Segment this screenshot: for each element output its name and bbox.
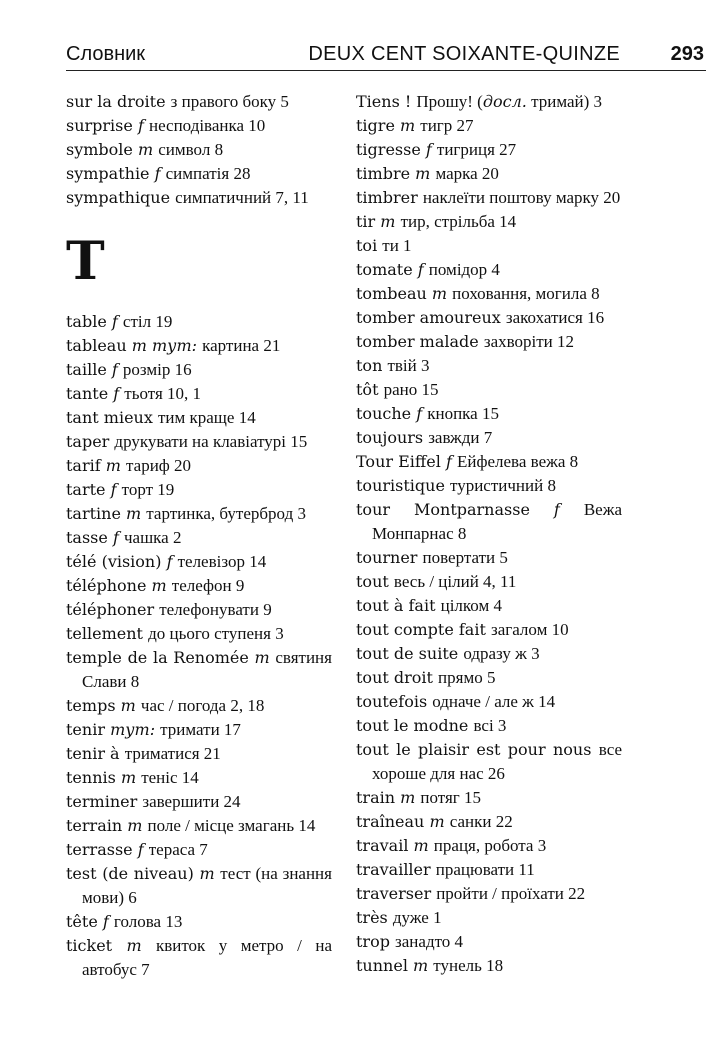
- headword: timbre: [356, 164, 411, 183]
- translation: тераса 7: [148, 840, 208, 859]
- grammar-label: f: [112, 528, 119, 547]
- headword: toutefois: [356, 692, 428, 711]
- dictionary-entry: [356, 426, 622, 450]
- translation: тримати 17: [160, 720, 241, 739]
- headword: tarte: [66, 480, 106, 499]
- dictionary-entry: [66, 406, 332, 430]
- headword: timbrer: [356, 188, 418, 207]
- running-title: DEUX CENT SOIXANTE-QUINZE: [308, 43, 620, 65]
- translation: тигр 27: [420, 116, 474, 135]
- headword: tout droit: [356, 668, 433, 687]
- dictionary-entry: [356, 402, 622, 426]
- headword: tir: [356, 212, 376, 231]
- headword: tenir à: [66, 744, 120, 763]
- grammar-label: f: [137, 116, 144, 135]
- translation: голова 13: [113, 912, 183, 931]
- dictionary-entry: [66, 934, 332, 982]
- entry-list-s: [66, 90, 332, 210]
- grammar-label: f: [113, 384, 120, 403]
- translation: картина 21: [202, 336, 281, 355]
- translation: симпатичний 7, 11: [175, 188, 309, 207]
- headword: tout de suite: [356, 644, 459, 663]
- dictionary-entry: [66, 310, 332, 334]
- dictionary-entry: [356, 234, 622, 258]
- translation: до цього ступеня 3: [148, 624, 284, 643]
- grammar-label: m: [431, 284, 448, 303]
- headword: travailler: [356, 860, 431, 879]
- grammar-label: f: [154, 164, 161, 183]
- dictionary-entry: [66, 838, 332, 862]
- dictionary-entry: [356, 162, 622, 186]
- headword: tête: [66, 912, 98, 931]
- dictionary-entry: [66, 382, 332, 406]
- dictionary-entry: [356, 258, 622, 282]
- translation: поле / місце змагань 14: [147, 816, 316, 835]
- translation: загалом 10: [490, 620, 569, 639]
- translation: триматися 21: [124, 744, 221, 763]
- translation: твій 3: [387, 356, 430, 375]
- dictionary-entry: [356, 474, 622, 498]
- dictionary-entry: [66, 526, 332, 550]
- grammar-label: f: [416, 404, 423, 423]
- translation: марка 20: [435, 164, 499, 183]
- grammar-label: m: [400, 788, 416, 807]
- headword: tomber malade: [356, 332, 479, 351]
- dictionary-entry: [66, 862, 332, 910]
- grammar-label: m: [126, 936, 142, 955]
- grammar-label: f: [166, 552, 173, 571]
- headword: tartine: [66, 504, 121, 523]
- headword: tout le modne: [356, 716, 469, 735]
- grammar-label: m: [429, 812, 445, 831]
- dictionary-entry: [356, 666, 622, 690]
- entry-list-t-right: [356, 90, 622, 978]
- grammar-label: f: [137, 840, 144, 859]
- translation: завжди 7: [428, 428, 493, 447]
- grammar-label: m: [120, 696, 136, 715]
- dictionary-entry: [356, 378, 622, 402]
- headword: table: [66, 312, 107, 331]
- translation: тартинка, бутерброд 3: [146, 504, 306, 523]
- dictionary-entry: [356, 618, 622, 642]
- translation: прямо 5: [438, 668, 496, 687]
- headword: terrain: [66, 816, 123, 835]
- grammar-label: m: [151, 576, 167, 595]
- translation: симпатія 28: [165, 164, 251, 183]
- dictionary-entry: [356, 594, 622, 618]
- translation: теніс 14: [141, 768, 199, 787]
- translation: телефонувати 9: [159, 600, 272, 619]
- translation: несподіванка 10: [148, 116, 266, 135]
- headword: tarif: [66, 456, 101, 475]
- translation: занадто 4: [395, 932, 464, 951]
- dictionary-entry: [356, 906, 622, 930]
- headword: symbole: [66, 140, 133, 159]
- headword: taille: [66, 360, 107, 379]
- right-column: [356, 90, 622, 978]
- grammar-label: f: [553, 500, 560, 519]
- translation: завершити 24: [142, 792, 241, 811]
- translation: туристичний 8: [450, 476, 556, 495]
- dictionary-entry: [66, 186, 332, 210]
- headword: Tour Eiffel: [356, 452, 441, 471]
- translation: тим краще 14: [157, 408, 256, 427]
- headword: très: [356, 908, 388, 927]
- headword: tennis: [66, 768, 116, 787]
- headword: téléphoner: [66, 600, 155, 619]
- dictionary-entry: [356, 786, 622, 810]
- headword: Tiens !: [356, 92, 412, 111]
- headword: tour Montparnasse: [356, 500, 530, 519]
- dictionary-entry: [356, 858, 622, 882]
- headword: tourner: [356, 548, 418, 567]
- page-number: 293: [670, 43, 704, 65]
- dictionary-entry: [356, 546, 622, 570]
- translation: поховання, могила 8: [452, 284, 600, 303]
- dictionary-entry: [66, 646, 332, 694]
- translation: стіл 19: [122, 312, 173, 331]
- dictionary-entry: [356, 690, 622, 714]
- dictionary-entry: [356, 738, 622, 786]
- headword: test (de niveau): [66, 864, 194, 883]
- headword: tout: [356, 572, 389, 591]
- dictionary-entry: [356, 186, 622, 210]
- dictionary-entry: [356, 714, 622, 738]
- dictionary-entry: [66, 718, 332, 742]
- headword: ton: [356, 356, 383, 375]
- headword: tigresse: [356, 140, 421, 159]
- dictionary-entry: [66, 430, 332, 454]
- translation: санки 22: [449, 812, 513, 831]
- translation: потяг 15: [420, 788, 482, 807]
- translation: дуже 1: [392, 908, 442, 927]
- grammar-label: f: [111, 312, 118, 331]
- dictionary-entry: [66, 910, 332, 934]
- grammar-label: m: [199, 864, 215, 883]
- translation: торт 19: [121, 480, 175, 499]
- translation: пройти / проїхати 22: [436, 884, 586, 903]
- translation: цілком 4: [440, 596, 502, 615]
- headword: ticket: [66, 936, 113, 955]
- headword: travail: [356, 836, 409, 855]
- grammar-label: m: [137, 140, 154, 159]
- headword: tenir: [66, 720, 105, 739]
- dictionary-entry: [356, 930, 622, 954]
- dictionary-entry: [66, 454, 332, 478]
- headword: tomate: [356, 260, 413, 279]
- dictionary-entry: [66, 138, 332, 162]
- dictionary-entry: [66, 742, 332, 766]
- translation: тест (на знання мови) 6: [82, 864, 332, 907]
- translation: ти 1: [382, 236, 412, 255]
- dictionary-entry: [356, 498, 622, 546]
- headword: tasse: [66, 528, 108, 547]
- translation: з правого боку 5: [170, 92, 289, 111]
- translation: тигриця 27: [436, 140, 517, 159]
- translation: тримай) 3: [526, 92, 603, 111]
- translation: тариф 20: [126, 456, 192, 475]
- dictionary-entry: [66, 766, 332, 790]
- grammar-label: f: [425, 140, 432, 159]
- translation: телефон 9: [171, 576, 245, 595]
- translation: закохатися 16: [505, 308, 605, 327]
- headword: téléphone: [66, 576, 147, 595]
- headword: touristique: [356, 476, 445, 495]
- section-title: Словник: [66, 43, 146, 65]
- grammar-label: m: [254, 648, 270, 667]
- translation: час / погода 2, 18: [140, 696, 265, 715]
- headword: terminer: [66, 792, 138, 811]
- grammar-label: m: [415, 164, 431, 183]
- translation: розмір 16: [122, 360, 192, 379]
- dictionary-entry: [66, 502, 332, 526]
- dictionary-entry: [356, 90, 622, 114]
- grammar-label: m: [127, 816, 143, 835]
- headword: tôt: [356, 380, 379, 399]
- translation: всі 3: [473, 716, 507, 735]
- dictionary-entry: [356, 642, 622, 666]
- translation: Прошу! (: [416, 92, 483, 111]
- dictionary-entry: [66, 162, 332, 186]
- grammar-label: f: [110, 480, 117, 499]
- translation: все хороше для нас 26: [372, 740, 622, 783]
- grammar-label: f: [102, 912, 109, 931]
- left-column: [66, 90, 332, 982]
- dictionary-entry: [356, 282, 622, 306]
- translation: рано 15: [383, 380, 439, 399]
- translation: наклеїти поштову марку 20: [422, 188, 621, 207]
- headword: tellement: [66, 624, 143, 643]
- translation: захворіти 12: [483, 332, 575, 351]
- grammar-label: f: [111, 360, 118, 379]
- dictionary-entry: [66, 114, 332, 138]
- headword: train: [356, 788, 396, 807]
- headword: trop: [356, 932, 390, 951]
- translation: святиня Слави 8: [82, 648, 332, 691]
- headword: temple de la Renomée: [66, 648, 249, 667]
- dictionary-entry: [356, 450, 622, 474]
- dictionary-entry: [356, 210, 622, 234]
- grammar-label: f: [445, 452, 452, 471]
- translation: працювати 11: [435, 860, 535, 879]
- headword: tante: [66, 384, 109, 403]
- headword: tunnel: [356, 956, 408, 975]
- dictionary-entry: [356, 114, 622, 138]
- translation: Вежа Монпарнас 8: [372, 500, 622, 543]
- headword: tout compte fait: [356, 620, 486, 639]
- headword: traîneau: [356, 812, 425, 831]
- grammar-label: досл.: [482, 92, 527, 111]
- dictionary-entry: [66, 622, 332, 646]
- translation: одначе / але ж 14: [432, 692, 556, 711]
- headword: tant mieux: [66, 408, 153, 427]
- translation: повертати 5: [422, 548, 508, 567]
- dictionary-entry: [66, 598, 332, 622]
- grammar-label: m: [380, 212, 396, 231]
- dictionary-entry: [356, 570, 622, 594]
- headword: télé (vision): [66, 552, 162, 571]
- headword: toujours: [356, 428, 424, 447]
- translation: телевізор 14: [177, 552, 267, 571]
- headword: tableau: [66, 336, 127, 355]
- dictionary-entry: [66, 694, 332, 718]
- headword: tomber amoureux: [356, 308, 501, 327]
- dictionary-entry: [66, 478, 332, 502]
- grammar-label: тут:: [110, 720, 156, 739]
- headword: tout le plaisir est pour nous: [356, 740, 592, 759]
- grammar-label: m: [120, 768, 137, 787]
- page-header: [66, 40, 706, 71]
- translation: квиток у метро / на автобус 7: [82, 936, 333, 979]
- dictionary-entry: [66, 790, 332, 814]
- headword: traverser: [356, 884, 432, 903]
- dictionary-entry: [356, 138, 622, 162]
- translation: кнопка 15: [427, 404, 499, 423]
- translation: одразу ж 3: [463, 644, 540, 663]
- translation: весь / цілий 4, 11: [393, 572, 517, 591]
- dictionary-entry: [356, 834, 622, 858]
- grammar-label: m: [126, 504, 142, 523]
- grammar-label: m: [413, 956, 429, 975]
- headword: toi: [356, 236, 378, 255]
- dictionary-entry: [66, 334, 332, 358]
- entry-list-t-left: [66, 310, 332, 982]
- translation: праця, робота 3: [433, 836, 547, 855]
- headword: sympathique: [66, 188, 171, 207]
- headword: touche: [356, 404, 412, 423]
- dictionary-entry: [356, 330, 622, 354]
- headword: tombeau: [356, 284, 427, 303]
- translation: тир, стрільба 14: [400, 212, 517, 231]
- section-letter: T: [66, 231, 105, 292]
- translation: Ейфелева вежа 8: [456, 452, 579, 471]
- dictionary-entry: [356, 810, 622, 834]
- dictionary-entry: [356, 354, 622, 378]
- translation: друкувати на клавіатурі 15: [114, 432, 308, 451]
- headword: terrasse: [66, 840, 133, 859]
- headword: tigre: [356, 116, 395, 135]
- dictionary-entry: [356, 306, 622, 330]
- dictionary-entry: [66, 358, 332, 382]
- headword: tout à fait: [356, 596, 436, 615]
- grammar-label: m: [400, 116, 416, 135]
- dictionary-entry: [66, 814, 332, 838]
- dictionary-entry: [66, 574, 332, 598]
- headword: temps: [66, 696, 116, 715]
- dictionary-entry: [66, 550, 332, 574]
- translation: символ 8: [158, 140, 224, 159]
- translation: тунель 18: [433, 956, 504, 975]
- headword: sympathie: [66, 164, 150, 183]
- translation: чашка 2: [123, 528, 182, 547]
- translation: тьотя 10, 1: [124, 384, 202, 403]
- grammar-label: m: [105, 456, 121, 475]
- dictionary-entry: [356, 882, 622, 906]
- headword: taper: [66, 432, 110, 451]
- grammar-label: f: [417, 260, 424, 279]
- dictionary-entry: [66, 90, 332, 114]
- grammar-label: m тут:: [131, 336, 198, 355]
- headword: sur la droite: [66, 92, 166, 111]
- translation: помідор 4: [428, 260, 500, 279]
- grammar-label: m: [413, 836, 429, 855]
- headword: surprise: [66, 116, 133, 135]
- dictionary-entry: [356, 954, 622, 978]
